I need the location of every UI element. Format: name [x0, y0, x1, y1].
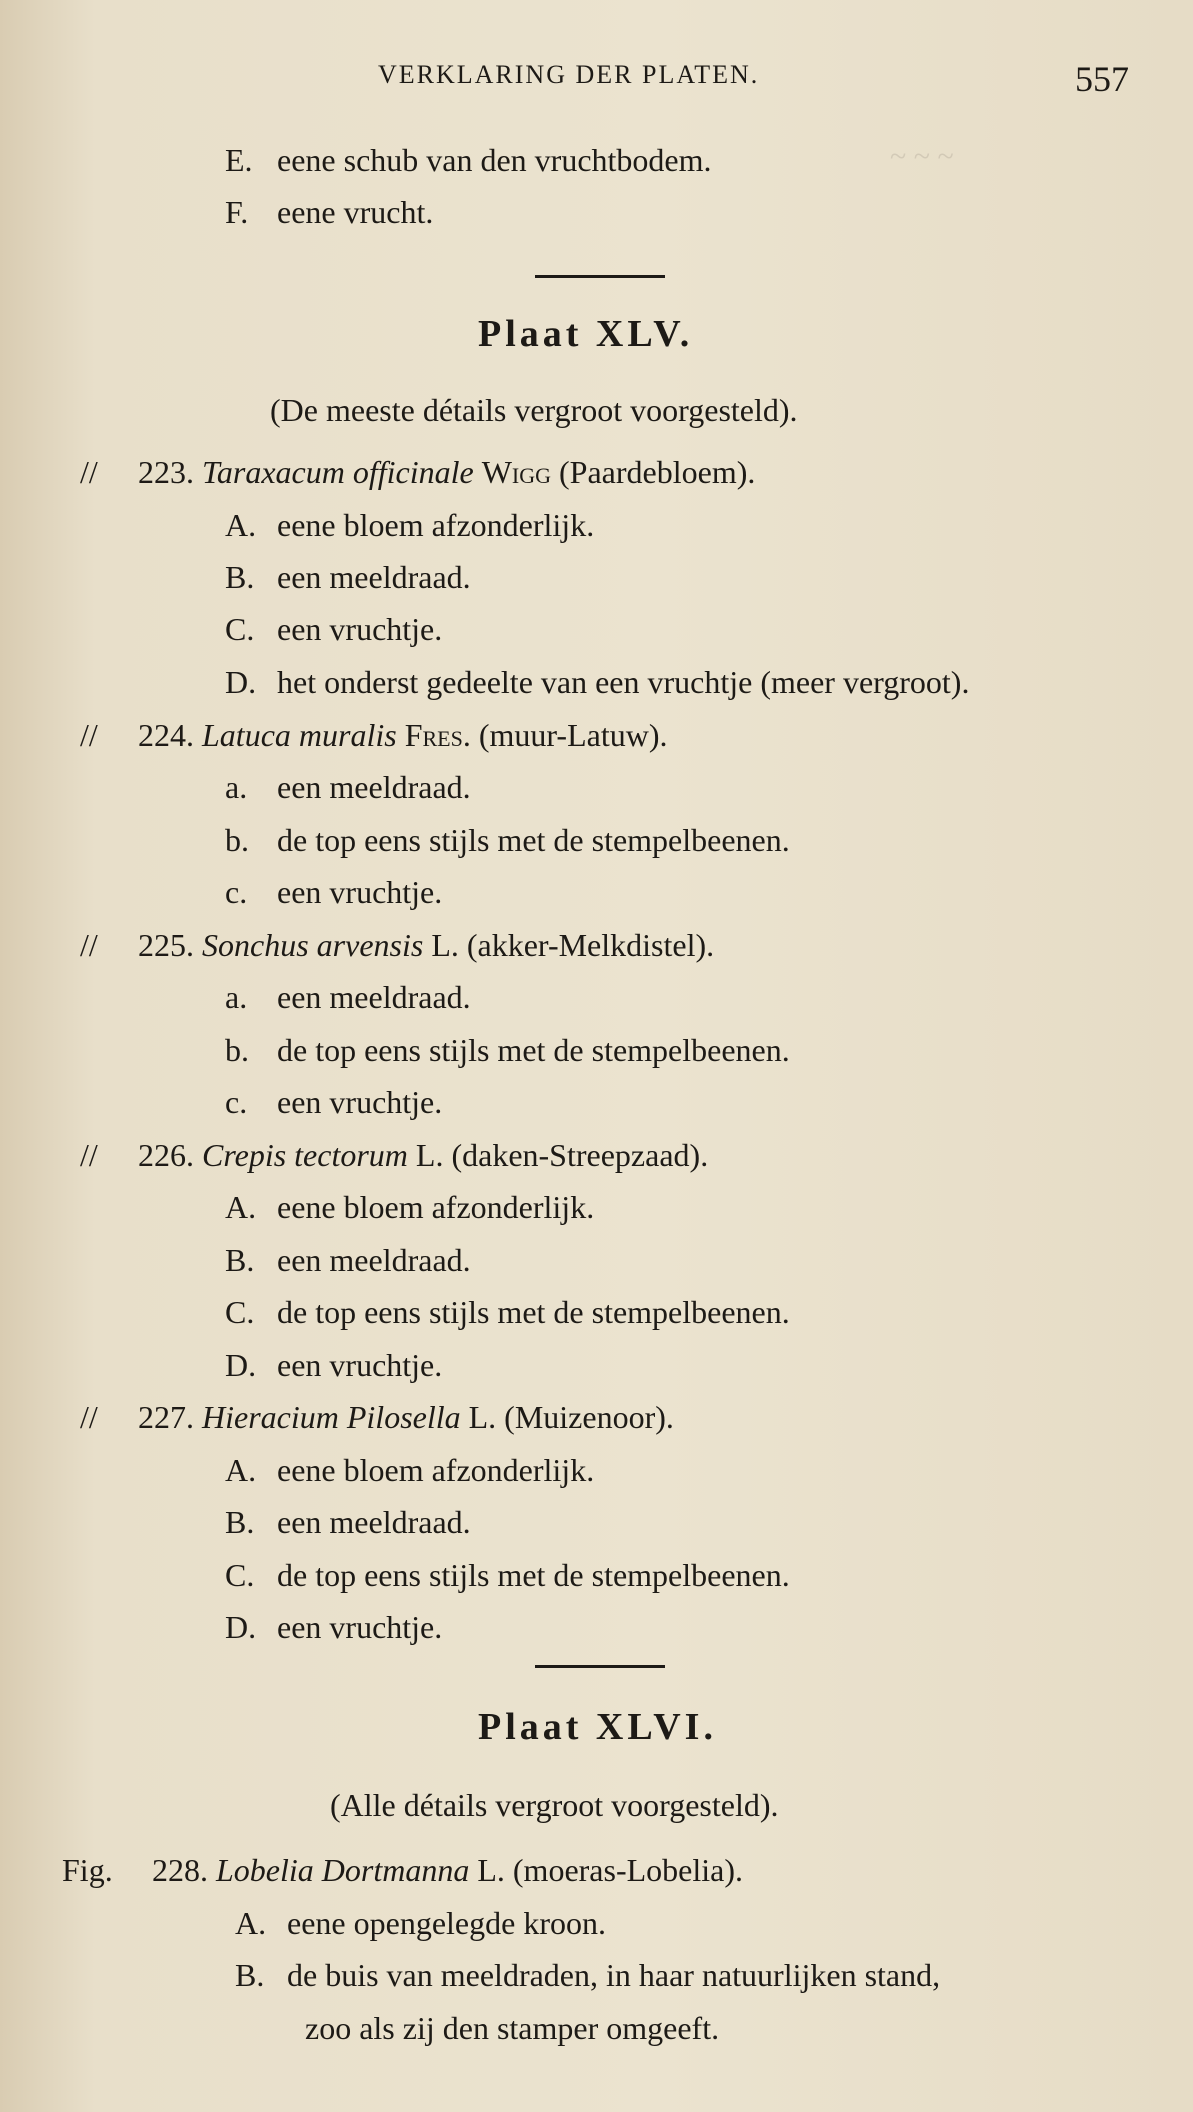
species-name: Taraxacum officinale — [202, 454, 474, 490]
species-name: Hieracium Pilosella — [202, 1399, 461, 1435]
entry-224-heading — [80, 715, 667, 755]
entry-227-detail-c — [225, 1555, 790, 1595]
species-author: Fres. — [404, 717, 471, 753]
detail-letter: B. — [225, 559, 255, 595]
plate-45-title: Plaat XLV. — [478, 313, 694, 355]
entry-224-detail-a — [225, 767, 471, 807]
entry-227-detail-a — [225, 1450, 594, 1490]
detail-letter: B. — [225, 1504, 255, 1540]
plate-46-subtitle: (Alle détails vergroot voorgesteld). — [330, 1787, 779, 1823]
detail-letter: C. — [225, 1294, 255, 1330]
detail-letter: b. — [225, 1032, 249, 1068]
detail-letter: A. — [235, 1905, 267, 1941]
entry-227-detail-d — [225, 1607, 442, 1647]
detail-text: eene bloem afzonderlijk. — [277, 507, 595, 543]
entry-228-continuation: zoo als zij den stamper omgeeft. — [305, 2010, 720, 2046]
intro-line-f — [225, 192, 433, 232]
entry-mark: // — [80, 454, 98, 490]
species-author: L. — [477, 1852, 505, 1888]
detail-letter: C. — [225, 611, 255, 647]
page-number: 557 — [1075, 59, 1129, 99]
species-name: Latuca muralis — [202, 717, 397, 753]
section-rule — [535, 275, 665, 278]
entry-224-detail-b — [225, 820, 790, 860]
species-name: Sonchus arvensis — [202, 927, 424, 963]
species-author: L. — [431, 927, 459, 963]
entry-number: 227. — [138, 1399, 194, 1435]
entry-number: 228. — [152, 1852, 208, 1888]
detail-text: een meeldraad. — [277, 559, 471, 595]
entry-223-detail-b — [225, 557, 471, 597]
plate-46-title: Plaat XLVI. — [478, 1706, 717, 1748]
entry-225-detail-b — [225, 1030, 790, 1070]
intro-line-e — [225, 140, 712, 180]
entry-226-heading — [80, 1135, 708, 1175]
entry-223-heading — [80, 452, 755, 492]
common-name: (muur-Latuw). — [478, 717, 668, 753]
detail-text: een meeldraad. — [277, 979, 471, 1015]
detail-text: een meeldraad. — [277, 1504, 471, 1540]
detail-text: de buis van meeldraden, in haar natuurlijken stand, — [287, 1957, 941, 1993]
entry-226-detail-b — [225, 1240, 471, 1280]
entry-228-detail-a — [235, 1903, 606, 1943]
entry-mark: Fig. — [62, 1852, 113, 1888]
detail-letter: E. — [225, 142, 253, 178]
entry-223-detail-a — [225, 505, 594, 545]
detail-text: een vruchtje. — [277, 1084, 443, 1120]
entry-223-detail-d — [225, 662, 969, 702]
entry-226-detail-c — [225, 1292, 790, 1332]
species-author: L. — [415, 1137, 444, 1173]
entry-227-detail-b — [225, 1502, 471, 1542]
detail-text: het onderst gedeelte van een vruchtje (meer vergroot). — [277, 664, 970, 700]
entry-225-detail-c — [225, 1082, 442, 1122]
common-name: (Muizenoor). — [504, 1399, 674, 1435]
entry-223-detail-c — [225, 609, 442, 649]
detail-letter: C. — [225, 1557, 255, 1593]
entry-number: 223. — [138, 454, 194, 490]
entry-mark: // — [80, 1399, 98, 1435]
detail-letter: c. — [225, 874, 248, 910]
common-name: (Paardebloem). — [559, 454, 756, 490]
entry-224-detail-c — [225, 872, 442, 912]
detail-text: de top eens stijls met de stempelbeenen. — [277, 1294, 790, 1330]
entry-228-detail-b — [235, 1955, 940, 1995]
detail-text: de top eens stijls met de stempelbeenen. — [277, 1557, 790, 1593]
detail-text: een vruchtje. — [277, 1347, 443, 1383]
bleed-through-text: ~ ~ ~ — [890, 140, 954, 173]
detail-letter: A. — [225, 1452, 257, 1488]
detail-text: eene bloem afzonderlijk. — [277, 1452, 595, 1488]
detail-letter: F. — [225, 194, 249, 230]
detail-letter: A. — [225, 1189, 257, 1225]
entry-mark: // — [80, 717, 98, 753]
detail-letter: c. — [225, 1084, 248, 1120]
species-author: Wigg — [481, 454, 551, 490]
detail-text: een vruchtje. — [277, 874, 443, 910]
detail-text: een meeldraad. — [277, 1242, 471, 1278]
detail-letter: D. — [225, 1347, 257, 1383]
detail-letter: D. — [225, 664, 257, 700]
detail-letter: B. — [225, 1242, 255, 1278]
detail-text: de top eens stijls met de stempelbeenen. — [277, 1032, 790, 1068]
common-name: (daken-Streepzaad). — [451, 1137, 709, 1173]
species-name: Crepis tectorum — [202, 1137, 408, 1173]
common-name: (moeras-Lobelia). — [512, 1852, 743, 1888]
entry-228-heading — [62, 1850, 743, 1890]
entry-number: 226. — [138, 1137, 194, 1173]
detail-letter: B. — [235, 1957, 265, 1993]
detail-text: een vruchtje. — [277, 611, 443, 647]
entry-mark: // — [80, 1137, 98, 1173]
species-name: Lobelia Dortmanna — [216, 1852, 470, 1888]
detail-letter: a. — [225, 769, 248, 805]
common-name: (akker-Melkdistel). — [466, 927, 715, 963]
entry-mark: // — [80, 927, 98, 963]
detail-letter: A. — [225, 507, 257, 543]
entry-226-detail-a — [225, 1187, 594, 1227]
plate-45-subtitle: (De meeste détails vergroot voorgesteld). — [270, 392, 798, 428]
detail-text: eene schub van den vruchtbodem. — [277, 142, 712, 178]
detail-text: eene opengelegde kroon. — [287, 1905, 606, 1941]
detail-letter: a. — [225, 979, 248, 1015]
entry-number: 224. — [138, 717, 194, 753]
detail-text: de top eens stijls met de stempelbeenen. — [277, 822, 790, 858]
detail-text: een vruchtje. — [277, 1609, 443, 1645]
entry-number: 225. — [138, 927, 194, 963]
detail-text: eene bloem afzonderlijk. — [277, 1189, 595, 1225]
detail-text: eene vrucht. — [277, 194, 434, 230]
entry-225-detail-a — [225, 977, 471, 1017]
entry-227-heading — [80, 1397, 674, 1437]
section-rule — [535, 1665, 665, 1668]
entry-226-detail-d — [225, 1345, 442, 1385]
detail-letter: D. — [225, 1609, 257, 1645]
species-author: L. — [468, 1399, 497, 1435]
entry-225-heading — [80, 925, 714, 965]
detail-letter: b. — [225, 822, 249, 858]
running-title: VERKLARING DER PLATEN. — [378, 60, 760, 89]
detail-text: een meeldraad. — [277, 769, 471, 805]
